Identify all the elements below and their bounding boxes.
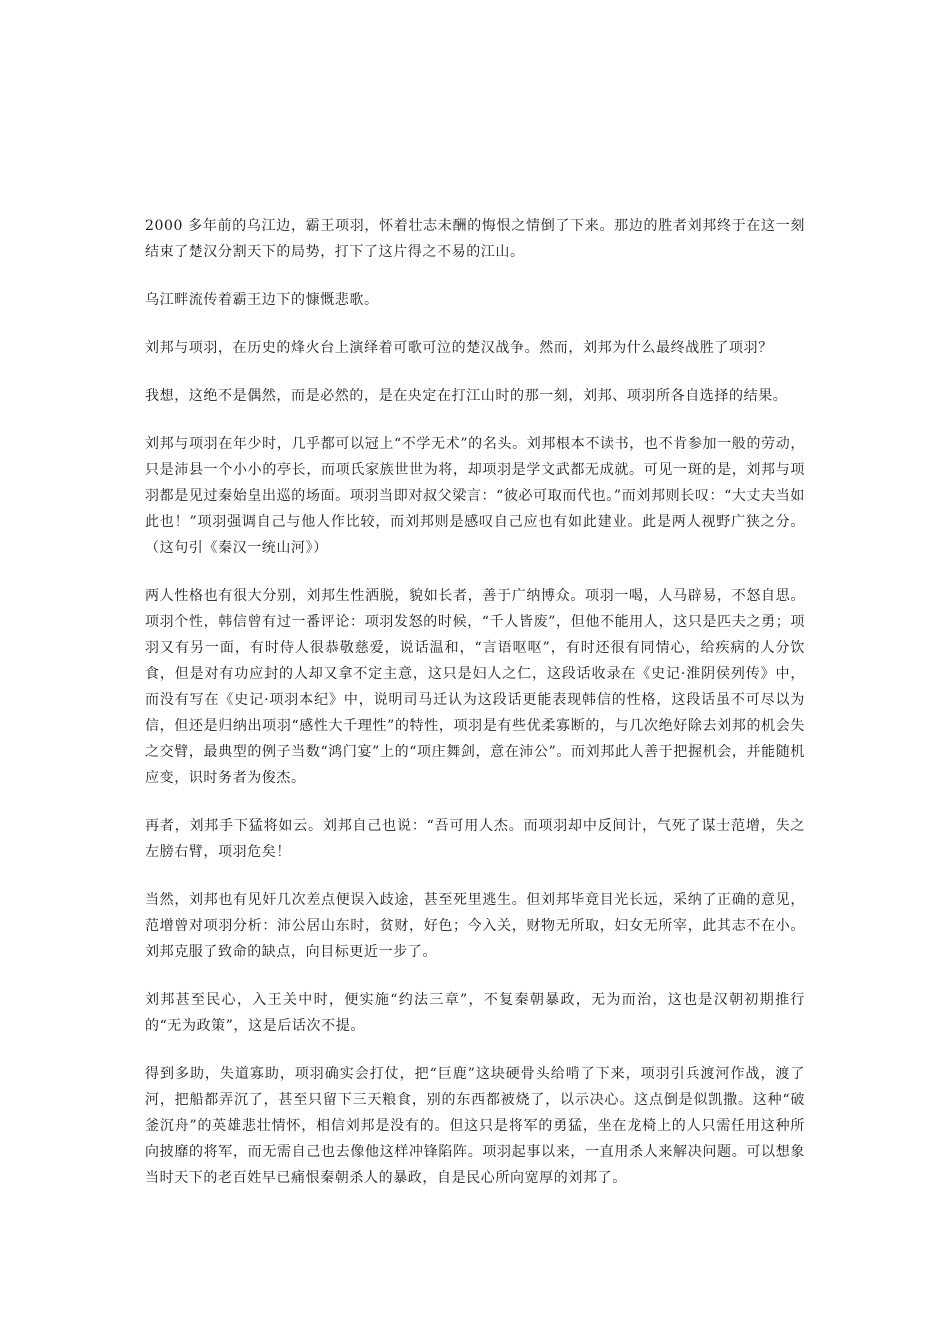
paragraph-8: 当然，刘邦也有见奸几次差点便误入歧途，甚至死里逃生。但刘邦毕竟目光长远，采纳了正确的意见，范增曾对项羽分析：沛公居山东时，贫财，好色；今入关，财物无所取，妇女无所宰，此其志不在小。刘邦克服了致命的缺点，向目标更近一步了。 bbox=[145, 892, 805, 960]
document-body bbox=[145, 213, 805, 1213]
paragraph-7: 再者，刘邦手下猛将如云。刘邦自己也说：“吾可用人杰。而项羽却中反间计，气死了谋士范增，失之左膀右臂，项羽危矣！ bbox=[145, 818, 805, 860]
paragraph-4: 我想，这绝不是偶然，而是必然的，是在央定在打江山时的那一刻，刘邦、项羽所各自选择的结果。 bbox=[145, 388, 788, 404]
paragraph-6: 两人性格也有很大分别，刘邦生性洒脱，貌如长者，善于广纳博众。项羽一喝，人马辟易，不怒自思。项羽个性，韩信曾有过一番评论：项羽发怒的时候，“千人皆废”，但他不能用人，这只是匹夫之勇；项羽又有另一面，有时侍人很恭敬慈爱，说话温和，“言语呕呕”，有时还很有同情心，给疾病的人分饮食，但是对有功应封的人却又拿不定主意，这只是妇人之仁，这段话收录在《史记·淮阴侯列传》中，而没有写在《史记·项羽本纪》中，说明司马迁认为这段话更能表现韩信的性格，这段话虽不可尽以为信，但还是归纳出项羽“感性大千理性”的特性，项羽是有些优柔寡断的，与几次绝好除去刘邦的机会失之交臂，最典型的例子当数“鸿门宴”上的“项庄舞剑，意在沛公”。而刘邦此人善于把握机会，并能随机应变，识时务者为俊杰。 bbox=[145, 588, 805, 786]
paragraph-2: 乌江畔流传着霸王边下的慷慨悲歌。 bbox=[145, 292, 379, 308]
paragraph-5: 刘邦与项羽在年少时，几乎都可以冠上“不学无术”的名头。刘邦根本不读书，也不肯参加一般的劳动，只是沛县一个小小的亭长，而项氏家族世世为将，却项羽是学文武都无成就。可见一斑的是，刘邦与项羽都是见过秦始皇出巡的场面。项羽当即对叔父梁言：“彼必可取而代也。”而刘邦则长叹：“大丈夫当如此也！”项羽强调自己与他人作比较，而刘邦则是感叹自己应也有如此建业。此是两人视野广狭之分。（这句引《秦汉一统山河》） bbox=[145, 436, 805, 556]
paragraph-10: 得到多助，失道寡助，项羽确实会打仗，把“巨鹿”这块硬骨头给啃了下来，项羽引兵渡河作战，渡了河，把船都弄沉了，甚至只留下三天粮食，别的东西都被烧了，以示决心。这点倒是似凯撒。这种“破釜沉舟”的英雄悲壮情怀，相信刘邦是没有的。但这只是将军的勇猛，坐在龙椅上的人只需任用这种所向披靡的将军，而无需自己也去像他这样冲锋陷阵。项羽起事以来，一直用杀人来解决问题。可以想象当时天下的老百姓早已痛恨秦朝杀人的暴政，自是民心所向宽厚的刘邦了。 bbox=[145, 1066, 805, 1186]
paragraph-3: 刘邦与项羽，在历史的烽火台上演绎着可歌可泣的楚汉战争。然而，刘邦为什么最终战胜了项羽？ bbox=[145, 340, 773, 356]
paragraph-9: 刘邦甚至民心，入王关中时，便实施“约法三章”，不复秦朝暴政，无为而治，这也是汉朝初期推行的“无为政策”，这是后话次不提。 bbox=[145, 992, 805, 1034]
paragraph-1: 2000 多年前的乌江边，霸王项羽，怀着壮志未酬的悔恨之情倒了下来。那边的胜者刘邦终于在这一刻结束了楚汉分割天下的局势，打下了这片得之不易的江山。 bbox=[145, 218, 805, 260]
